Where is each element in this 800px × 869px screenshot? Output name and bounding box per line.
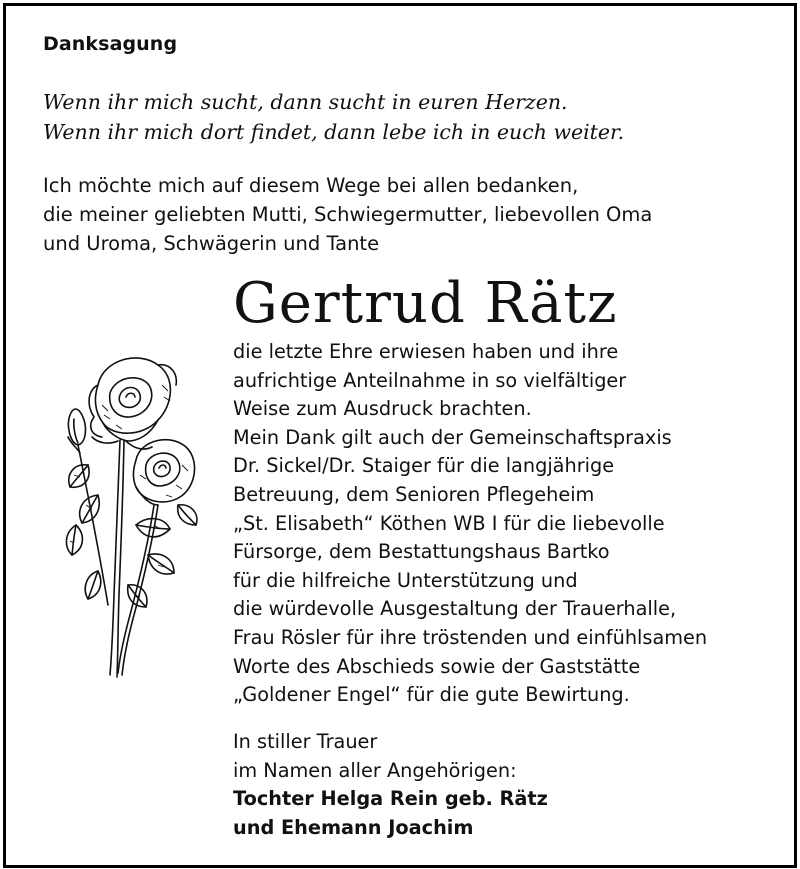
quote-line: Wenn ihr mich dort findet, dann lebe ich in euch weiter. bbox=[43, 120, 625, 144]
rose-illustration-icon bbox=[58, 345, 208, 680]
body-line: „St. Elisabeth“ Köthen WB I für die liebevolle bbox=[233, 511, 665, 535]
body-line: Weise zum Ausdruck brachten. bbox=[233, 397, 532, 421]
body-line: Frau Rösler für ihre tröstenden und einfühlsamen bbox=[233, 625, 708, 649]
body-line: die würdevolle Ausgestaltung der Trauerhalle, bbox=[233, 597, 677, 621]
body-line: Betreuung, dem Senioren Pflegeheim bbox=[233, 482, 595, 506]
deceased-name: Gertrud Rätz bbox=[233, 271, 618, 336]
closing-block bbox=[233, 728, 548, 842]
intro-paragraph bbox=[43, 171, 652, 258]
body-line: die letzte Ehre erwiesen haben und ihre bbox=[233, 340, 619, 363]
closing-line: im Namen aller Angehörigen: bbox=[233, 758, 517, 782]
intro-line: Ich möchte mich auf diesem Wege bei allen bedanken, bbox=[43, 174, 579, 197]
body-line: aufrichtige Anteilnahme in so vielfältiger bbox=[233, 368, 627, 392]
body-line: für die hilfreiche Unterstützung und bbox=[233, 568, 578, 592]
body-line: Fürsorge, dem Bestattungshaus Bartko bbox=[233, 540, 610, 564]
quote-line: Wenn ihr mich sucht, dann sucht in euren Herzen. bbox=[43, 90, 568, 114]
body-line: Worte des Abschieds sowie der Gaststätte bbox=[233, 654, 641, 678]
memorial-quote bbox=[43, 87, 624, 147]
signature-line: und Ehemann Joachim bbox=[233, 815, 474, 839]
intro-line: die meiner geliebten Mutti, Schwiegermutter, liebevollen Oma bbox=[43, 203, 653, 226]
body-line: Mein Dank gilt auch der Gemeinschaftspraxis bbox=[233, 425, 672, 449]
body-paragraph bbox=[233, 338, 707, 710]
intro-line: und Uroma, Schwägerin und Tante bbox=[43, 232, 380, 255]
signature-line: Tochter Helga Rein geb. Rätz bbox=[233, 787, 548, 811]
notice-heading: Danksagung bbox=[43, 33, 178, 55]
body-line: Dr. Sickel/Dr. Staiger für die langjährige bbox=[233, 454, 615, 478]
closing-line: In stiller Trauer bbox=[233, 730, 378, 753]
body-line: „Goldener Engel“ für die gute Bewirtung. bbox=[233, 683, 630, 707]
